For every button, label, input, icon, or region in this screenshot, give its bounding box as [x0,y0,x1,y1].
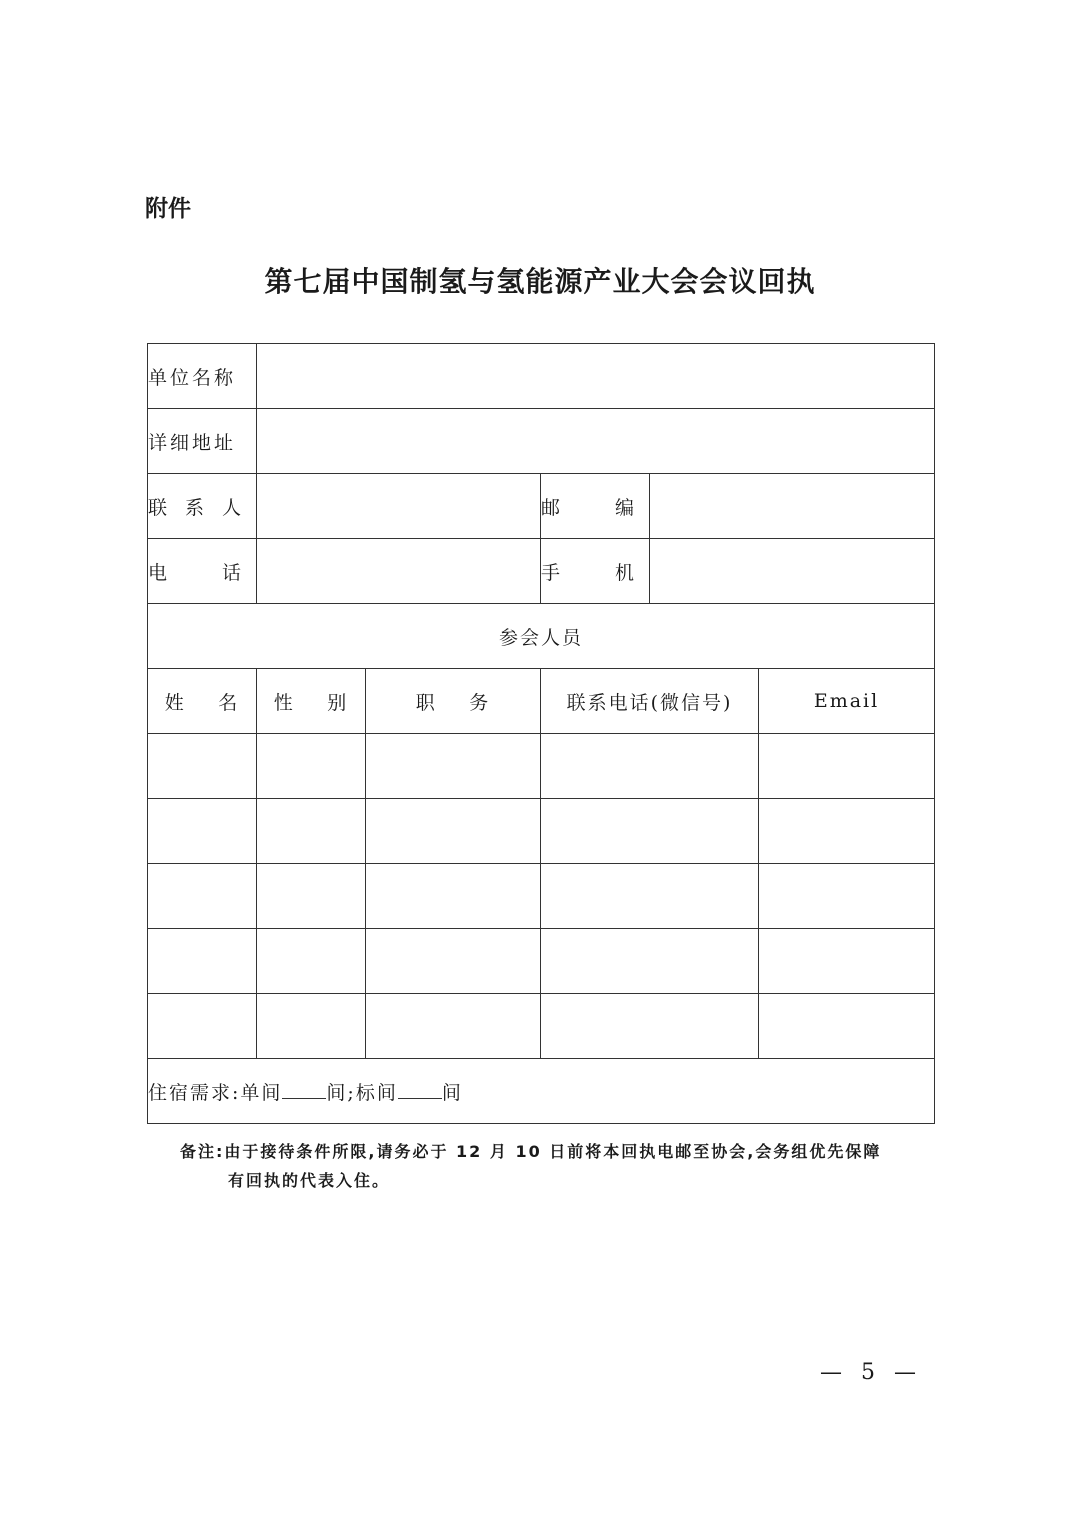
column-position: 职 务 [366,669,541,734]
attendee-name-cell[interactable] [148,994,257,1059]
attendee-gender-cell[interactable] [257,864,366,929]
column-email: Email [759,669,935,734]
contact-field[interactable] [257,474,541,539]
attendee-position-cell[interactable] [366,799,541,864]
attendee-position-cell[interactable] [366,994,541,1059]
phone-field[interactable] [257,539,541,604]
accommodation-cell [148,1059,935,1124]
org-name-label: 单位名称 [148,344,257,409]
mobile-label: 手 机 [541,539,650,604]
attendee-position-cell[interactable] [366,864,541,929]
attendee-phone-cell[interactable] [541,994,759,1059]
standard-room-blank[interactable] [398,1082,442,1099]
attendees-columns-row [148,669,935,734]
attendee-email-cell[interactable] [759,929,935,994]
attendee-email-cell[interactable] [759,799,935,864]
receipt-form-table [147,343,935,1124]
attendee-row [148,929,935,994]
attendee-email-cell[interactable] [759,864,935,929]
attendee-row [148,734,935,799]
attendee-gender-cell[interactable] [257,734,366,799]
attendee-name-cell[interactable] [148,799,257,864]
attendee-name-cell[interactable] [148,734,257,799]
attendee-email-cell[interactable] [759,994,935,1059]
attendee-gender-cell[interactable] [257,799,366,864]
remark-line-2: 有回执的代表入住。 [228,1171,391,1190]
attendee-phone-cell[interactable] [541,929,759,994]
attendee-position-cell[interactable] [366,734,541,799]
attendee-name-cell[interactable] [148,929,257,994]
attendee-phone-cell[interactable] [541,864,759,929]
column-gender: 性 别 [257,669,366,734]
phone-row [148,539,935,604]
remark-note [180,1137,900,1195]
attendee-name-cell[interactable] [148,864,257,929]
address-row [148,409,935,474]
accommodation-label: 住宿需求: [148,1081,241,1104]
attendee-row [148,994,935,1059]
mobile-field[interactable] [650,539,935,604]
attendee-position-cell[interactable] [366,929,541,994]
attendee-phone-cell[interactable] [541,734,759,799]
single-room-blank[interactable] [282,1082,326,1099]
standard-room-label: 标间 [355,1081,398,1104]
page-number: — 5 — [820,1360,922,1385]
postcode-field[interactable] [650,474,935,539]
column-contact-phone: 联系电话(微信号) [541,669,759,734]
remark-line-1: 备注:由于接待条件所限,请务必于 12 月 10 日前将本回执电邮至协会,会务组优先保障 [180,1142,882,1161]
address-field[interactable] [257,409,935,474]
single-room-label: 单间 [240,1081,283,1104]
attendee-gender-cell[interactable] [257,994,366,1059]
single-room-unit: 间; [326,1081,356,1104]
attachment-label: 附件 [145,196,191,222]
attendee-phone-cell[interactable] [541,799,759,864]
column-name: 姓 名 [148,669,257,734]
contact-label: 联 系 人 [148,474,257,539]
attendee-email-cell[interactable] [759,734,935,799]
attendees-header-row [148,604,935,669]
attendee-gender-cell[interactable] [257,929,366,994]
address-label: 详细地址 [148,409,257,474]
contact-row [148,474,935,539]
standard-room-unit: 间 [441,1081,463,1104]
phone-label: 电 话 [148,539,257,604]
accommodation-row [148,1059,935,1124]
document-title: 第七届中国制氢与氢能源产业大会会议回执 [264,265,816,298]
attendees-header: 参会人员 [148,604,935,669]
org-name-row [148,344,935,409]
attendee-row [148,799,935,864]
attendee-row [148,864,935,929]
org-name-field[interactable] [257,344,935,409]
postcode-label: 邮 编 [541,474,650,539]
